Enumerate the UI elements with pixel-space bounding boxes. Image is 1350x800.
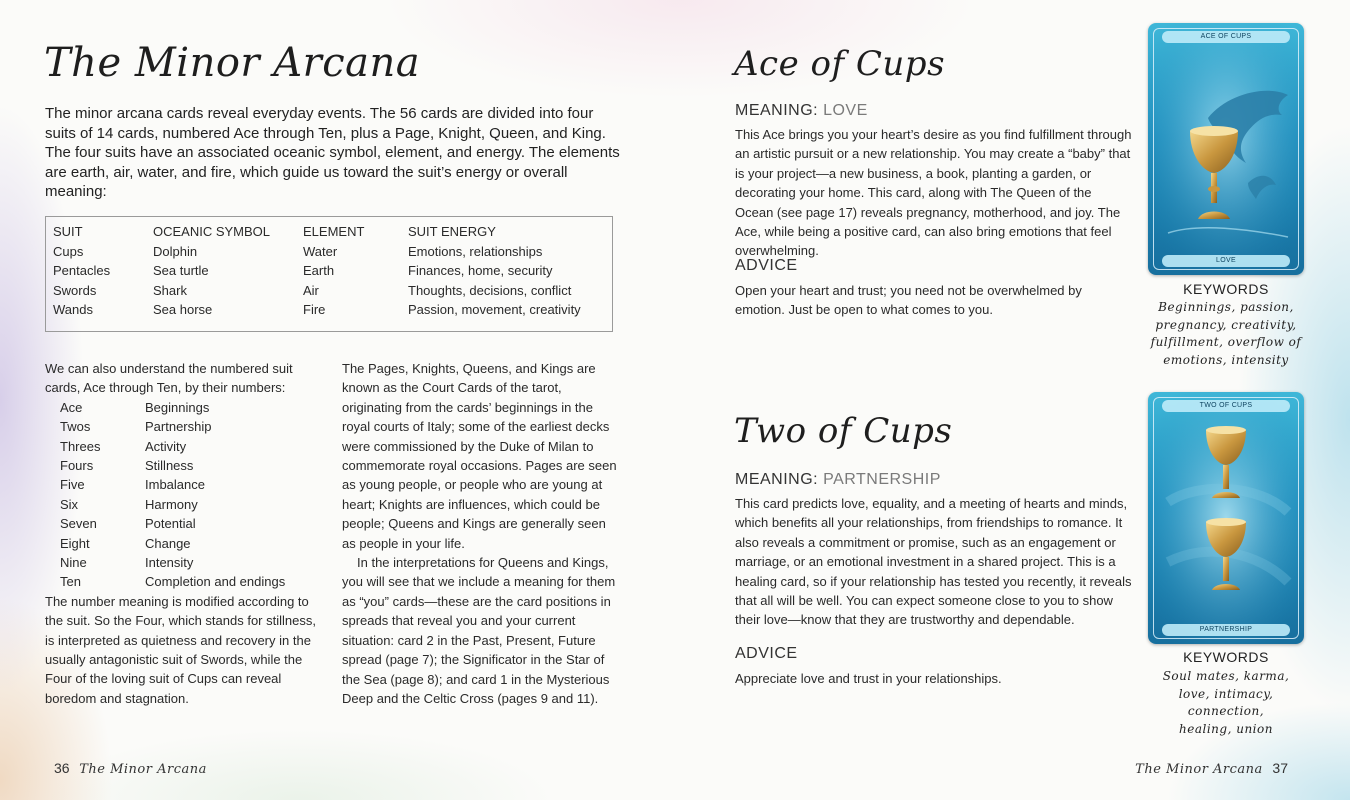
table-cell: Cups	[53, 243, 84, 259]
keyword-line: Beginnings, passion,	[1158, 300, 1294, 314]
table-cell: Shark	[153, 282, 187, 298]
advice-heading: ADVICE	[735, 645, 798, 662]
number-meaning: Stillness	[145, 457, 194, 473]
list-item	[45, 514, 325, 533]
card-name-banner: TWO OF CUPS	[1162, 400, 1290, 412]
card-description: This Ace brings you your heart’s desire as you find fulfillment through an artistic pursuit or a new relationship. You may create a “baby” that is your project—a new business, a book, planting a garden, or decorating your home. This card, along with The Queen of the Ocean (see page 17) reveals pregnancy, motherhood, and joy. The Ace, while being a positive card, can also bring emotions that feel overwhelming.	[735, 127, 1132, 259]
card-title-two-of-cups: Two of Cups	[734, 411, 953, 451]
number-meaning: Partnership	[145, 419, 212, 435]
intro-paragraph: The minor arcana cards reveal everyday events. The 56 cards are divided into four suits of 14 cards, numbered Ace through Ten, plus a Page, Knight, Queen, and King. The four suits have an associated oceanic symbol, element, and energy. The elements are earth, air, water, and fire, which guide us toward the suit’s energy or overall meaning:	[45, 105, 620, 201]
keywords-heading: KEYWORDS	[1183, 281, 1269, 297]
footer-left	[54, 760, 207, 777]
table-cell: Dolphin	[153, 243, 198, 259]
card-frame	[1153, 28, 1299, 270]
court-cards-paragraph: The Pages, Knights, Queens, and Kings are known as the Court Cards of the tarot, originating from the cards’ beginnings in the royal courts of Italy; some of the earliest decks were commissioned by the Duke of Milan to commemorate royal occasions. Pages are seen as young people, or people who are young at heart; Knights are influences, which could be people; Queens and Kings are generally seen as people in your life.	[342, 361, 617, 551]
card-description: This card predicts love, equality, and a meeting of hearts and minds, which benefits all your relationships, from friendships to romance. It also reveals a commitment or promise, such as an engagement or marriage, or an emotional investment in a shared project. This is a healing card, so if your relationship has tested you recently, it reveals that all will be well. You can expect someone close to you to show their love—know that they are trustworthy and dependable.	[735, 496, 1132, 628]
meaning-label: MEANING:	[735, 102, 819, 119]
tarot-card-two-of-cups	[1148, 392, 1304, 644]
number-meaning: Potential	[145, 516, 196, 532]
number-meaning: Harmony	[145, 496, 198, 512]
list-item	[45, 456, 325, 475]
list-item	[45, 475, 325, 494]
card-title-ace-of-cups: Ace of Cups	[734, 44, 946, 84]
page-number: 36	[54, 760, 70, 776]
table-header-element: ELEMENT	[303, 224, 365, 239]
number-meaning: Change	[145, 535, 191, 551]
keyword-line: emotions, intensity	[1163, 352, 1289, 367]
card-meaning-banner: LOVE	[1162, 255, 1290, 267]
advice-heading: ADVICE	[735, 257, 798, 274]
number-name: Six	[60, 496, 79, 512]
table-header-symbol: OCEANIC SYMBOL	[153, 224, 271, 239]
keywords-list	[1148, 299, 1304, 369]
advice-text: Appreciate love and trust in your relationships.	[735, 671, 1002, 686]
list-item	[45, 534, 325, 553]
table-cell: Swords	[53, 282, 97, 298]
running-title: The Minor Arcana	[79, 762, 207, 777]
numbers-outro-paragraph: The number meaning is modified according to the suit. So the Four, which stands for stillness, is interpreted as quietness and recovery in the usually antagonistic suit of Swords, while the Four of the loving suit of Cups can reveal boredom and stagnation.	[45, 593, 316, 706]
number-name: Ace	[60, 399, 83, 415]
meaning-value: LOVE	[823, 102, 868, 119]
number-name: Twos	[60, 419, 91, 435]
list-item	[45, 572, 325, 591]
page-number: 37	[1272, 760, 1288, 776]
card-frame	[1153, 397, 1299, 639]
number-name: Ten	[60, 574, 81, 590]
number-meaning-list	[45, 398, 325, 592]
table-header-energy: SUIT ENERGY	[408, 224, 496, 239]
number-name: Seven	[60, 516, 97, 532]
table-cell: Pentacles	[53, 263, 111, 278]
number-meaning: Imbalance	[145, 477, 205, 493]
table-header-suit: SUIT	[53, 224, 83, 239]
meaning-line	[735, 102, 868, 120]
table-cell: Earth	[303, 263, 335, 278]
table-cell: Wands	[53, 302, 93, 317]
footer-right	[1135, 760, 1288, 777]
keywords-list	[1148, 668, 1304, 738]
numbers-intro-line: We can also understand the numbered suit	[45, 361, 293, 376]
tarot-card-ace-of-cups	[1148, 23, 1304, 275]
table-cell: Fire	[303, 302, 326, 317]
number-meaning: Activity	[145, 438, 187, 454]
list-item	[45, 398, 325, 417]
keyword-line: love, intimacy, connection,	[1178, 686, 1274, 718]
card-name-banner: ACE OF CUPS	[1162, 31, 1290, 43]
list-item	[45, 553, 325, 572]
body-column-right	[342, 359, 620, 708]
meaning-value: PARTNERSHIP	[823, 471, 941, 488]
list-item	[45, 437, 325, 456]
table-cell: Passion, movement, creativity	[408, 302, 581, 317]
page-title: The Minor Arcana	[44, 40, 421, 86]
table-cell: Sea horse	[153, 302, 213, 317]
list-item	[45, 417, 325, 436]
running-title: The Minor Arcana	[1135, 762, 1263, 777]
meaning-line	[735, 471, 941, 489]
keyword-line: pregnancy, creativity,	[1155, 317, 1297, 332]
number-meaning: Intensity	[145, 554, 194, 570]
table-cell: Sea turtle	[153, 263, 209, 278]
number-name: Eight	[60, 535, 90, 551]
meaning-label: MEANING:	[735, 471, 819, 488]
list-item	[45, 495, 325, 514]
table-cell: Finances, home, security	[408, 263, 553, 278]
number-name: Threes	[60, 438, 101, 454]
number-name: Fours	[60, 457, 94, 473]
table-cell: Thoughts, decisions, conflict	[408, 282, 572, 298]
numbers-intro-line: cards, Ace through Ten, by their numbers:	[45, 380, 286, 396]
number-meaning: Beginnings	[145, 399, 210, 415]
keyword-line: fulfillment, overflow of	[1150, 335, 1302, 349]
number-name: Nine	[60, 554, 87, 570]
suit-table	[45, 216, 613, 332]
table-cell: Water	[303, 243, 338, 259]
number-name: Five	[60, 477, 85, 493]
card-meaning-banner: PARTNERSHIP	[1162, 624, 1290, 636]
table-cell: Emotions, relationships	[408, 243, 543, 259]
table-cell: Air	[303, 282, 319, 298]
keywords-heading: KEYWORDS	[1183, 649, 1269, 665]
you-cards-paragraph: In the interpretations for Queens and Kings, you will see that we include a meaning for them as “you” cards—these are the card positions in spreads that reveal you and your current situation: card 2 in the Past, Present, Future spread (page 7); the Significator in the Star of the Sea (page 8); and card 1 in the Mysterious Deep and the Celtic Cross (pages 9 and 11).	[342, 555, 616, 706]
body-column-left	[45, 359, 325, 708]
keyword-line: healing, union	[1179, 721, 1273, 736]
keyword-line: Soul mates, karma,	[1162, 669, 1290, 683]
number-meaning: Completion and endings	[145, 574, 286, 590]
advice-text: Open your heart and trust; you need not be overwhelmed by emotion. Just be open to what comes to you.	[735, 283, 1082, 318]
